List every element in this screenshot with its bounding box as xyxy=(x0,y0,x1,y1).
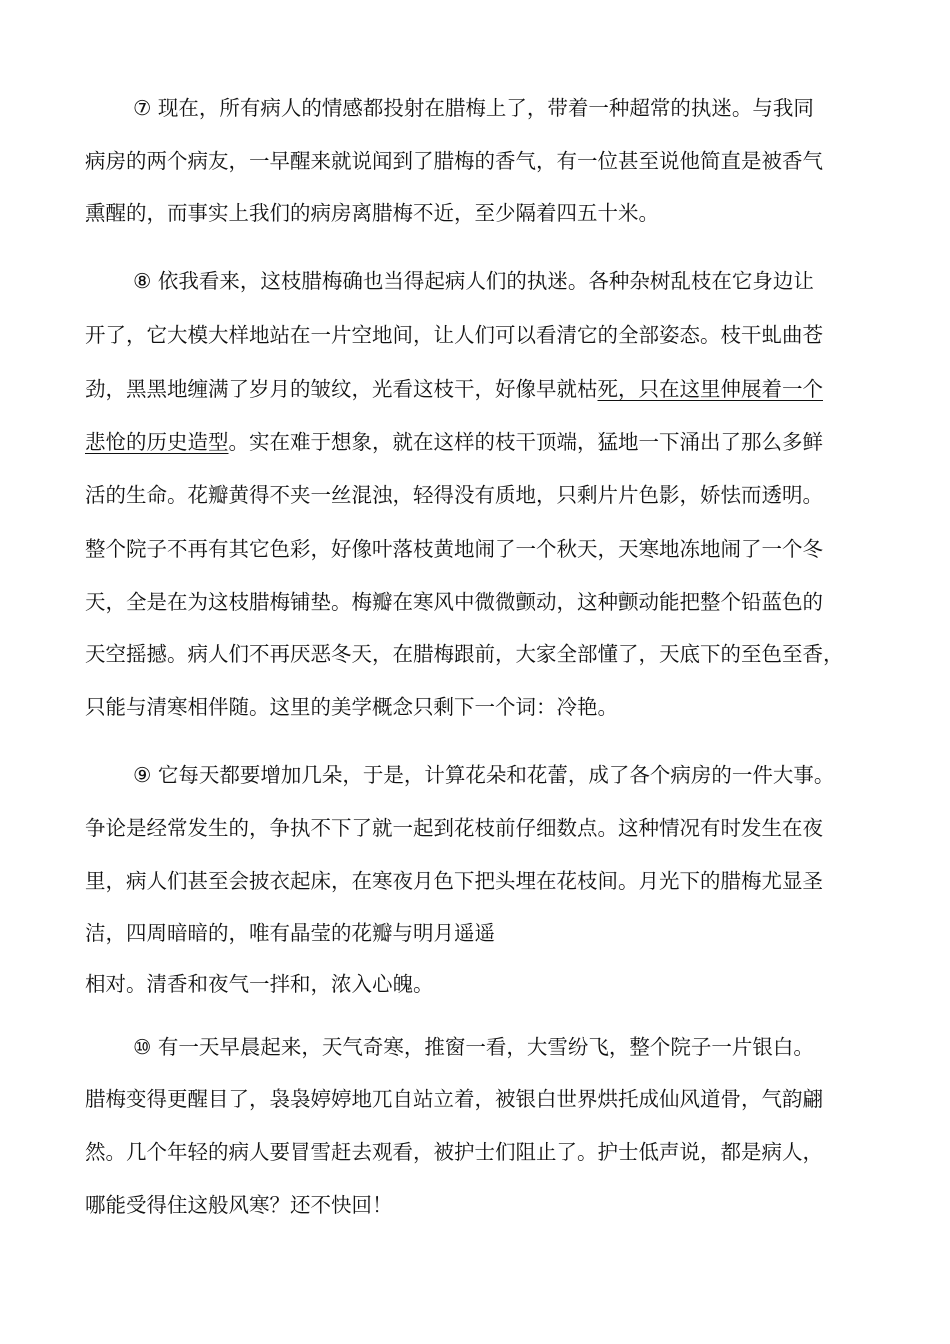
paragraph-8-line-4 xyxy=(85,429,823,455)
paragraph-8-line-2: 开了，它大模大样地站在一片空地间，让人们可以看清它的全部姿态。枝干虬曲苍 xyxy=(85,323,823,347)
paragraph-9-line-4: 洁，四周暗暗的，唯有晶莹的花瓣与明月遥遥 xyxy=(85,921,495,945)
paragraph-7-line-2: 病房的两个病友，一早醒来就说闻到了腊梅的香气，有一位甚至说他简直是被香气 xyxy=(85,149,823,173)
paragraph-8-line-6: 整个院子不再有其它色彩，好像叶落枝黄地闹了一个秋天，天寒地冻地闹了一个冬 xyxy=(85,537,823,561)
paragraph-10-line-2: 腊梅变得更醒目了，袅袅婷婷地兀自站立着，被银白世界烘托成仙风道骨，气韵翩 xyxy=(85,1087,823,1111)
paragraph-10-line-3: 然。几个年轻的病人要冒雪赶去观看，被护士们阻止了。护士低声说，都是病人， xyxy=(85,1140,823,1164)
paragraph-8-line-9: 只能与清寒相伴随。这里的美学概念只剩下一个词：冷艳。 xyxy=(85,695,618,719)
paragraph-7-line-3: 熏醒的，而事实上我们的病房离腊梅不近，至少隔着四五十米。 xyxy=(85,201,659,225)
paragraph-9-line-5: 相对。清香和夜气一拌和，浓入心魄。 xyxy=(85,972,434,996)
paragraph-9-line-1: ⑨ 它每天都要增加几朵，于是，计算花朵和花蕾，成了各个病房的一件大事。 xyxy=(133,763,835,787)
paragraph-8-line-7: 天，全是在为这枝腊梅铺垫。梅瓣在寒风中微微颤动，这种颤动能把整个铅蓝色的 xyxy=(85,590,823,614)
paragraph-9-line-3: 里，病人们甚至会披衣起床，在寒夜月色下把头埋在花枝间。月光下的腊梅尤显圣 xyxy=(85,869,823,893)
underlined-phrase-part-2: 悲怆的历史造型 xyxy=(85,430,229,454)
paragraph-8-line-3 xyxy=(85,376,823,402)
paragraph-8-line-8: 天空摇撼。病人们不再厌恶冬天，在腊梅跟前，大家全部懂了，天底下的至色至香， xyxy=(85,642,844,666)
paragraph-9-line-2: 争论是经常发生的，争执不下了就一起到花枝前仔细数点。这种情况有时发生在夜 xyxy=(85,816,823,840)
paragraph-10-line-4: 哪能受得住这般风寒？还不快回！ xyxy=(85,1193,393,1217)
paragraph-8-line-3-text: 劲，黑黑地缠满了岁月的皱纹，光看这枝干，好像早就枯 xyxy=(85,377,598,401)
underlined-phrase-part-1: 死，只在这里伸展着一个 xyxy=(597,377,823,401)
paragraph-8-line-1: ⑧ 依我看来，这枝腊梅确也当得起病人们的执迷。各种杂树乱枝在它身边让 xyxy=(133,269,814,293)
paragraph-8-line-4-text: 。实在难于想象，就在这样的枝干顶端，猛地一下涌出了那么多鲜 xyxy=(228,430,823,454)
paragraph-8-line-5: 活的生命。花瓣黄得不夹一丝混浊，轻得没有质地，只剩片片色影，娇怯而透明。 xyxy=(85,483,823,507)
paragraph-7-line-1: ⑦ 现在，所有病人的情感都投射在腊梅上了，带着一种超常的执迷。与我同 xyxy=(133,96,814,120)
paragraph-10-line-1: ⑩ 有一天早晨起来，天气奇寒，推窗一看，大雪纷飞，整个院子一片银白。 xyxy=(133,1035,814,1059)
